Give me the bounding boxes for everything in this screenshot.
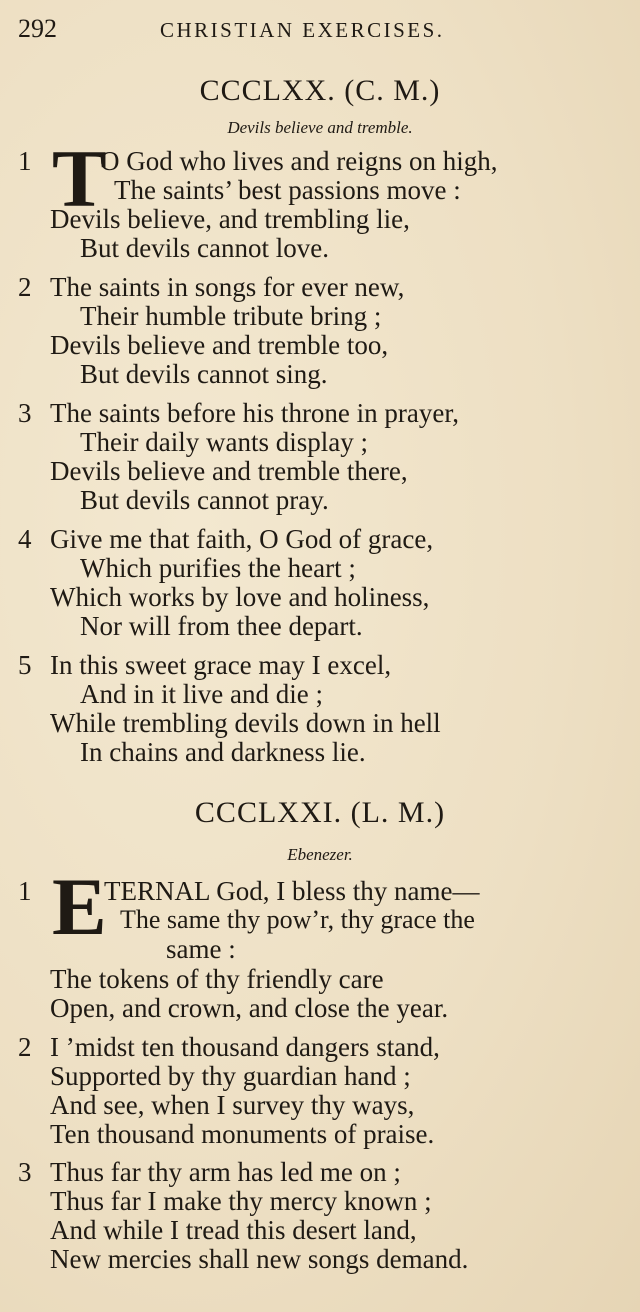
verse-line: Their daily wants display ; <box>80 427 368 457</box>
verse-line: Thus far I make thy mercy known ; <box>50 1186 432 1216</box>
verse-line: The saints in songs for ever new, <box>50 272 405 302</box>
verse-line: But devils cannot sing. <box>80 359 328 389</box>
verse-line: same : <box>166 934 236 964</box>
hymn-subtitle: Devils believe and tremble. <box>227 118 413 137</box>
verse-line: I ’midst ten thousand dangers stand, <box>50 1032 440 1062</box>
verse-number: 5 <box>18 650 32 680</box>
hymn-title: CCCLXX. (C. M.) <box>199 74 441 107</box>
verse-line: In this sweet grace may I excel, <box>50 650 392 680</box>
verse-line: And see, when I survey thy ways, <box>50 1090 415 1120</box>
hymn-title: CCCLXXI. (L. M.) <box>194 796 446 829</box>
verse-line: Open, and crown, and close the year. <box>50 993 449 1023</box>
verse-line: The tokens of thy friendly care <box>50 964 384 994</box>
verse-line: Which works by love and holiness, <box>50 582 430 612</box>
verse-line: Devils believe and tremble there, <box>50 456 408 486</box>
page-header <box>18 14 628 46</box>
running-head: CHRISTIAN EXERCISES. <box>160 18 445 42</box>
verse-line: New mercies shall new songs demand. <box>50 1244 469 1274</box>
verse-number: 1 <box>18 876 32 906</box>
drop-cap: T <box>52 133 107 224</box>
verse-line: Supported by thy guardian hand ; <box>50 1061 411 1091</box>
hymn-subtitle: Ebenezer. <box>287 845 353 864</box>
verse-line: But devils cannot pray. <box>80 485 329 515</box>
verse-number: 3 <box>18 398 32 428</box>
verse-line: Give me that faith, O God of grace, <box>50 524 434 554</box>
verse-line: And while I tread this desert land, <box>50 1215 417 1245</box>
verse-line: While trembling devils down in hell <box>50 708 441 738</box>
verse-line: TERNAL God, I bless thy name— <box>104 876 480 906</box>
verse-number: 2 <box>18 272 32 302</box>
verse-line: Devils believe and tremble too, <box>50 330 389 360</box>
verse-number: 2 <box>18 1032 32 1062</box>
verse-line: But devils cannot love. <box>80 233 329 263</box>
verse-line: Their humble tribute bring ; <box>80 301 382 331</box>
page-number: 292 <box>18 14 57 43</box>
verse-number: 3 <box>18 1157 32 1187</box>
verse-line: In chains and darkness lie. <box>80 737 366 767</box>
verse-line: Thus far thy arm has led me on ; <box>50 1157 401 1187</box>
verse-line: The same thy pow’r, thy grace the <box>120 905 475 934</box>
verse-line: And in it live and die ; <box>80 679 323 709</box>
verse-line: Devils believe, and trembling lie, <box>50 204 410 234</box>
verse-number: 4 <box>18 524 32 554</box>
verse-line: The saints before his throne in prayer, <box>50 398 460 428</box>
verse-line: Nor will from thee depart. <box>80 611 363 641</box>
verse-line: Ten thousand monuments of praise. <box>50 1119 435 1149</box>
verse-line: The saints’ best passions move : <box>114 175 461 205</box>
verse-line: Which purifies the heart ; <box>80 553 356 583</box>
drop-cap: E <box>52 861 107 952</box>
verse-number: 1 <box>18 146 32 176</box>
verse-line: O God who lives and reigns on high, <box>100 146 498 176</box>
